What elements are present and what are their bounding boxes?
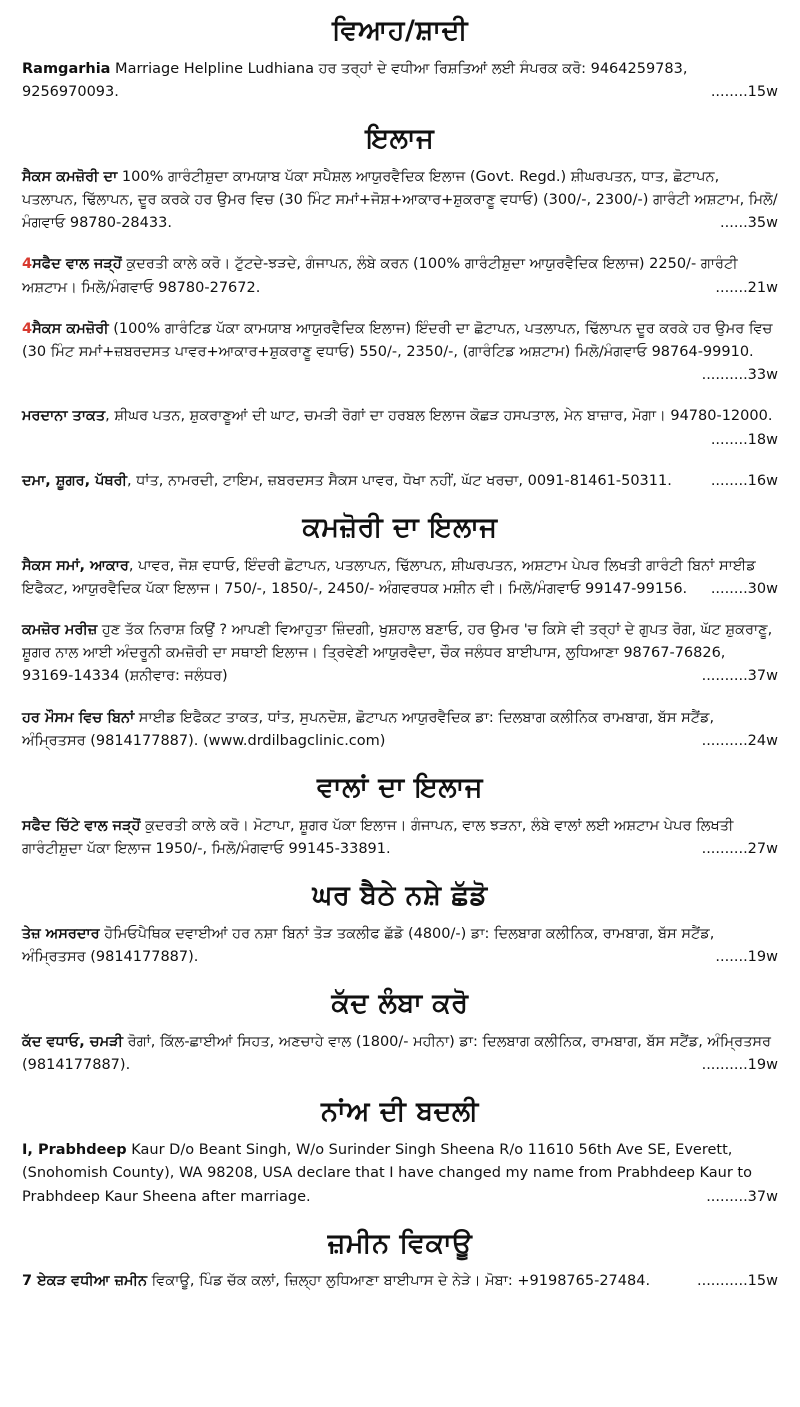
ad-lead: ਕੱਦ ਵਧਾਓ, ਚਮੜੀ bbox=[22, 1034, 123, 1050]
ad-body: ਸਾਈਡ ਇਫੈਕਟ ਤਾਕਤ, ਧਾਂਤ, ਸੁਪਨਦੋਸ਼, ਛੋਟਾਪਨ ਆਯੁਰਵੈਦਿਕ ਡਾ: ਦਿਲਬਾਗ ਕਲੀਨਿਕ ਰਾਮਬਾਗ, ਬੱਸ ਸਟੈਂਡ, ਅੰਮ੍ਰਿਤਸਰ (9814177887). (www.drdilbagclinic.com) bbox=[22, 709, 715, 749]
ad-body: ਵਿਕਾਊ, ਪਿੰਡ ਚੱਕ ਕਲਾਂ, ਜ਼ਿਲ੍ਹਾ ਲੁਧਿਆਣਾ ਬਾਈਪਾਸ ਦੇ ਨੇੜੇ। ਮੋਬਾ: +9198765-27484. bbox=[147, 1273, 651, 1290]
ad-body: , ਸ਼ੀਘਰ ਪਤਨ, ਸ਼ੁਕਰਾਣੂਆਂ ਦੀ ਘਾਟ, ਚਮੜੀ ਰੋਗਾਂ ਦਾ ਹਰਬਲ ਇਲਾਜ ਕੋਛੜ ਹਸਪਤਾਲ, ਮੇਨ ਬਾਜ਼ਾਰ, ਮੋਗਾ। 94780-12000. bbox=[105, 408, 773, 425]
classified-ad bbox=[22, 166, 778, 236]
ad-ref: .......21w bbox=[715, 279, 778, 296]
classified-ad bbox=[22, 253, 778, 299]
ad-lead: ਦਮਾ, ਸ਼ੂਗਰ, ਪੱਥਰੀ bbox=[22, 472, 128, 489]
section-title: ਕਮਜ਼ੋਰੀ ਦਾ ਇਲਾਜ bbox=[302, 511, 498, 543]
ad-body: ਰੋਗਾਂ, ਕਿੱਲ-ਛਾਈਆਂ ਸਿਹਤ, ਅਣਚਾਹੇ ਵਾਲ (1800/- ਮਹੀਨਾ) ਡਾ: ਦਿਲਬਾਗ ਕਲੀਨਿਕ, ਰਾਮਬਾਗ, ਬੱਸ ਸਟੈਂਡ, ਅੰਮ੍ਰਿਤਸਰ (9814177887). bbox=[22, 1034, 772, 1074]
ad-ref: ........15w bbox=[710, 83, 778, 100]
ad-lead: ਸਫੈਦ ਵਾਲ ਜੜ੍ਹੋਂ bbox=[32, 256, 122, 273]
classified-ad bbox=[22, 707, 778, 753]
ad-body: (100% ਗਾਰੰਟਿਡ ਪੱਕਾ ਕਾਮਯਾਬ ਆਯੁਰਵੈਦਿਕ ਇਲਾਜ) ਇੰਦਰੀ ਦਾ ਛੋਟਾਪਨ, ਪਤਲਾਪਨ, ਢਿੱਲਾਪਨ ਦੂਰ ਕਰਕੇ ਹਰ ਉਮਰ ਵਿਚ (30 ਮਿੰਟ ਸਮਾਂ+ਜ਼ਬਰਦਸਤ ਪਾਵਰ+ਆਕਾਰ+ਸ਼ੁਕਰਾਣੂ ਵਧਾਓ) 550/-, 2350/-, (ਗਾਰੰਟਿਡ ਅਸ਼ਟਾਮ) ਮਿਲੋ/ਮੰਗਵਾਓ 98764-99910. bbox=[22, 320, 773, 360]
ad-ref: ........16w bbox=[710, 472, 778, 489]
ad-body: ਕੁਦਰਤੀ ਕਾਲੇ ਕਰੋ। ਮੋਟਾਪਾ, ਸ਼ੂਗਰ ਪੱਕਾ ਇਲਾਜ। ਗੰਜਾਪਨ, ਵਾਲ ਝੜਨਾ, ਲੰਬੇ ਵਾਲਾਂ ਲਈ ਅਸ਼ਟਾਮ ਪੇਪਰ ਲਿਖਤੀ ਗਾਰੰਟੀਸ਼ੁਦਾ ਪੱਕਾ ਇਲਾਜ 1950/-, ਮਿਲੋ/ਮੰਗਵਾਓ 99145-33891. bbox=[22, 817, 734, 857]
ad-lead: ਸੈਕਸ ਕਮਜ਼ੋਰੀ ਦਾ bbox=[22, 168, 118, 185]
classified-ad bbox=[22, 555, 778, 601]
ad-body: Kaur D/o Beant Singh, W/o Surinder Singh Sheena R/o 11610 56th Ave SE, Everett, (Snohomish County), WA 98208, USA declare that I have changed my name from Prabhdeep Kaur to Prabhdeep Kaur Sheena after marriage. bbox=[22, 1142, 752, 1205]
classified-ad bbox=[22, 1139, 778, 1209]
ad-ref: ........18w bbox=[710, 431, 778, 448]
ad-lead: ਹਰ ਮੌਸਮ ਵਿਚ ਬਿਨਾਂ bbox=[22, 709, 135, 726]
ad-number: 4 bbox=[22, 320, 33, 337]
ad-body: , ਪਾਵਰ, ਜੋਸ਼ ਵਧਾਓ, ਇੰਦਰੀ ਛੋਟਾਪਨ, ਪਤਲਾਪਨ, ਢਿੱਲਾਪਨ, ਸ਼ੀਘਰਪਤਨ, ਅਸ਼ਟਾਮ ਪੇਪਰ ਲਿਖਤੀ ਗਾਰੰਟੀ ਬਿਨਾਂ ਸਾਈਡ ਇਫੈਕਟ, ਆਯੁਰਵੈਦਿਕ ਪੱਕਾ ਇਲਾਜ। 750/-, 1850/-, 2450/- ਅੰਗਵਰਧਕ ਮਸ਼ੀਨ ਵੀ। ਮਿਲੋ/ਮੰਗਵਾਓ 99147-99156. bbox=[22, 557, 756, 597]
ad-body: ਹੁਣ ਤੱਕ ਨਿਰਾਸ਼ ਕਿਉਂ ? ਆਪਣੀ ਵਿਆਹੁਤਾ ਜ਼ਿੰਦਗੀ, ਖੁਸ਼ਹਾਲ ਬਣਾਓ, ਹਰ ਉਮਰ 'ਚ ਕਿਸੇ ਵੀ ਤਰ੍ਹਾਂ ਦੇ ਗੁਪਤ ਰੋਗ, ਘੱਟ ਸ਼ੁਕਰਾਣੂ, ਸ਼ੂਗਰ ਨਾਲ ਆਈ ਅੰਦਰੂਨੀ ਕਮਜ਼ੋਰੀ ਦਾ ਸਥਾਈ ਇਲਾਜ। ਤ੍ਰਿਵੇਣੀ ਆਯੁਰਵੈਦਾ, ਚੌਕ ਜਲੰਧਰ ਬਾਈਪਾਸ, ਲੁਧਿਆਣਾ 98767-76826, 93169-14334 (ਸ਼ਨੀਵਾਰ: ਜਲੰਧਰ) bbox=[22, 622, 773, 685]
section-title: ਵਿਆਹ/ਸ਼ਾਦੀ bbox=[331, 15, 469, 46]
classified-ad bbox=[22, 318, 778, 388]
ad-ref: .........37w bbox=[706, 1188, 778, 1205]
classified-ad bbox=[22, 619, 778, 689]
ad-lead: ਸੈਕਸ ਕਮਜ਼ੋਰੀ bbox=[32, 320, 109, 337]
section-title: ਜ਼ਮੀਨ ਵਿਕਾਊ bbox=[327, 1227, 473, 1259]
ad-ref: ..........19w bbox=[701, 1057, 778, 1074]
ad-lead: Ramgarhia bbox=[22, 60, 111, 77]
classified-ad bbox=[22, 405, 778, 451]
section-title: ਇਲਾਜ bbox=[365, 123, 435, 155]
ad-ref: ..........33w bbox=[701, 367, 778, 384]
ad-lead: 7 ਏਕੜ ਵਧੀਆ ਜ਼ਮੀਨ bbox=[22, 1273, 148, 1290]
ad-lead: ਤੇਜ਼ ਅਸਰਦਾਰ bbox=[22, 925, 100, 942]
ad-ref: ...........15w bbox=[696, 1273, 778, 1290]
ad-ref: ..........37w bbox=[701, 668, 778, 685]
section-title: ਘਰ ਬੈਠੇ ਨਸ਼ੇ ਛੱਡੋ bbox=[312, 880, 488, 912]
ad-ref: .......19w bbox=[715, 949, 778, 966]
ad-lead: ਮਰਦਾਨਾ ਤਾਕਤ bbox=[22, 408, 106, 425]
classified-ad bbox=[22, 815, 778, 861]
ad-lead: I, Prabhdeep bbox=[22, 1142, 127, 1159]
classified-ad bbox=[22, 923, 778, 969]
classified-ad bbox=[22, 470, 778, 493]
ad-ref: ..........24w bbox=[701, 732, 778, 749]
ad-number: 4 bbox=[22, 256, 33, 273]
ad-body: , ਧਾਂਤ, ਨਾਮਰਦੀ, ਟਾਇਮ, ਜ਼ਬਰਦਸਤ ਸੈਕਸ ਪਾਵਰ, ਧੋਖਾ ਨਹੀਂ, ਘੱਟ ਖਰਚਾ, 0091-81461-50311. bbox=[127, 472, 672, 489]
ad-ref: ......35w bbox=[720, 215, 778, 232]
classified-ad bbox=[22, 1031, 778, 1077]
ad-lead: ਸੈਕਸ ਸਮਾਂ, ਆਕਾਰ bbox=[22, 557, 129, 574]
ad-ref: ........30w bbox=[710, 580, 778, 597]
section-title: ਨਾਂਅ ਦੀ ਬਦਲੀ bbox=[321, 1096, 479, 1128]
ad-body: Marriage Helpline Ludhiana ਹਰ ਤਰ੍ਹਾਂ ਦੇ ਵਧੀਆ ਰਿਸ਼ਤਿਆਂ ਲਈ ਸੰਪਰਕ ਕਰੋ: 9464259783, 9256970093. bbox=[22, 60, 688, 100]
section-title: ਵਾਲਾਂ ਦਾ ਇਲਾਜ bbox=[317, 772, 483, 803]
ad-body: ਹੋਮਿਓਪੈਥਿਕ ਦਵਾਈਆਂ ਹਰ ਨਸ਼ਾ ਬਿਨਾਂ ਤੋੜ ਤਕਲੀਫ ਛੱਡੋ (4800/-) ਡਾ: ਦਿਲਬਾਗ ਕਲੀਨਿਕ, ਰਾਮਬਾਗ, ਬੱਸ ਸਟੈਂਡ, ਅੰਮ੍ਰਿਤਸਰ (9814177887). bbox=[22, 925, 715, 966]
section-title: ਕੱਦ ਲੰਬਾ ਕਰੋ bbox=[331, 988, 469, 1020]
ad-lead: ਕਮਜ਼ੋਰ ਮਰੀਜ਼ bbox=[22, 622, 98, 639]
ad-lead: ਸਫੈਦ ਚਿੱਟੇ ਵਾਲ ਜੜ੍ਹੋਂ bbox=[22, 817, 141, 834]
classified-ad bbox=[22, 58, 778, 104]
classified-ad bbox=[22, 1270, 778, 1293]
ad-body: 100% ਗਾਰੰਟੀਸ਼ੁਦਾ ਕਾਮਯਾਬ ਪੱਕਾ ਸਪੈਸ਼ਲ ਆਯੁਰਵੈਦਿਕ ਇਲਾਜ (Govt. Regd.) ਸ਼ੀਘਰਪਤਨ, ਧਾਤ, ਛੋਟਾਪਨ, ਪਤਲਾਪਨ, ਢਿੱਲਾਪਨ, ਦੂਰ ਕਰਕੇ ਹਰ ਉਮਰ ਵਿਚ (30 ਮਿੰਟ ਸਮਾਂ+ਜੋਸ਼+ਆਕਾਰ+ਸ਼ੁਕਰਾਣੂ ਵਧਾਓ) (300/-, 2300/-) ਗਾਰੰਟੀ ਅਸ਼ਟਾਮ, ਮਿਲੋ/ਮੰਗਵਾਓ 98780-28433. bbox=[22, 168, 778, 232]
ad-ref: ..........27w bbox=[701, 840, 778, 857]
ad-body: ਕੁਦਰਤੀ ਕਾਲੇ ਕਰੋ। ਟੁੱਟਦੇ-ਝੜਦੇ, ਗੰਜਾਪਨ, ਲੰਬੇ ਕਰਨ (100% ਗਾਰੰਟੀਸ਼ੁਦਾ ਆਯੁਰਵੈਦਿਕ ਇਲਾਜ) 2250/- ਗਾਰੰਟੀ ਅਸ਼ਟਾਮ। ਮਿਲੋ/ਮੰਗਵਾਓ 98780-27672. bbox=[22, 256, 738, 296]
